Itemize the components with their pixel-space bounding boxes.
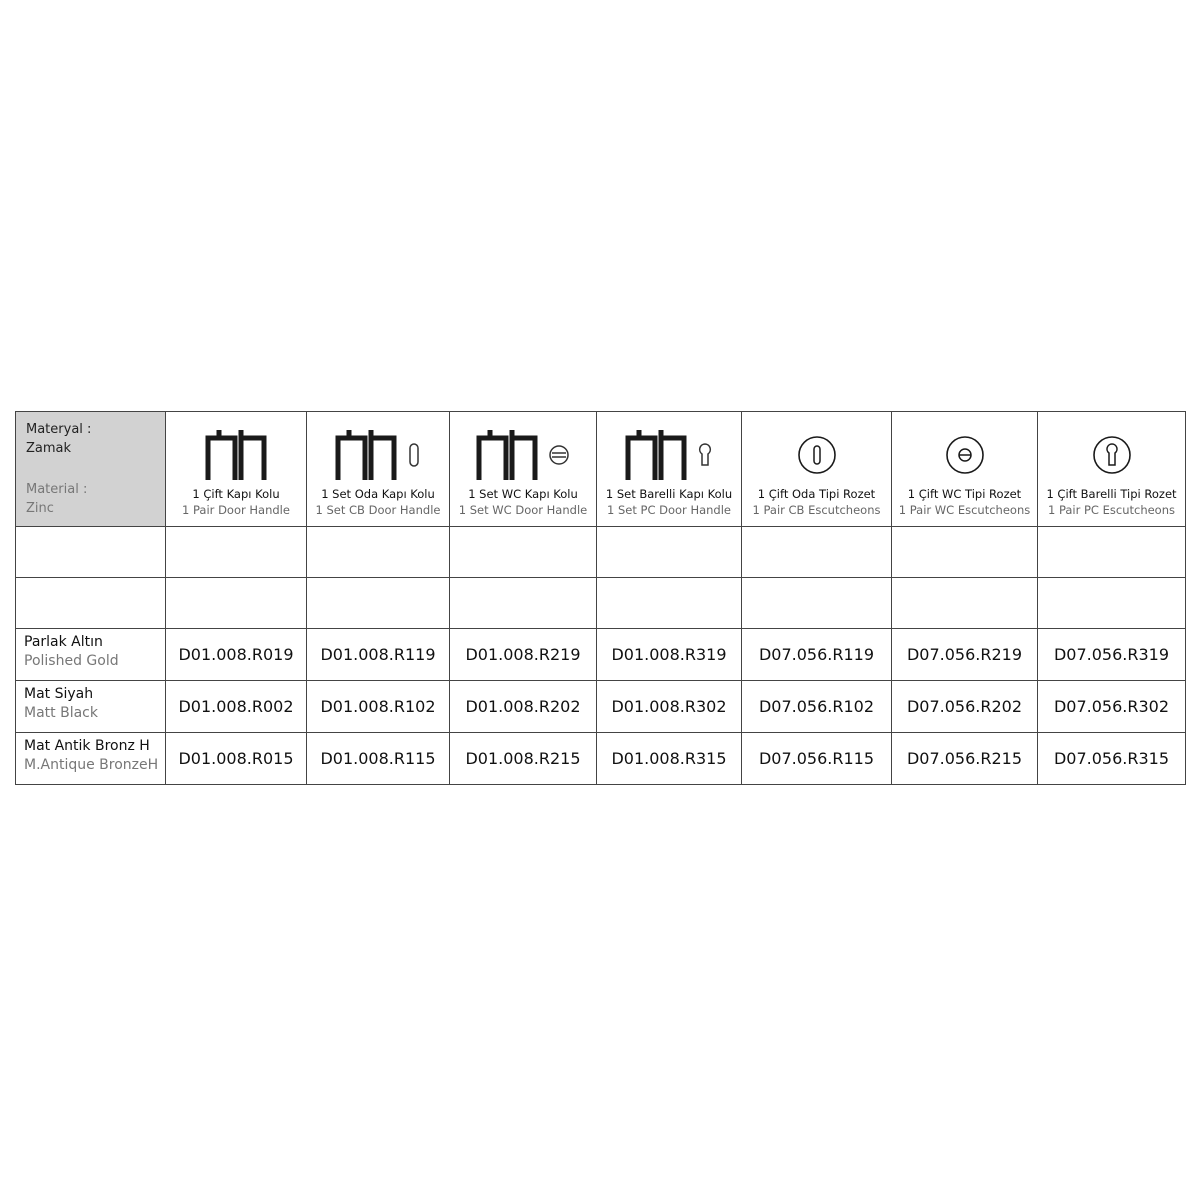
door-handle-pair-icon bbox=[205, 428, 267, 482]
product-code: D01.008.R319 bbox=[597, 629, 742, 681]
material-value-en: Zinc bbox=[26, 501, 54, 516]
product-code: D01.008.R015 bbox=[166, 733, 307, 785]
column-icons bbox=[166, 424, 306, 486]
empty-cell bbox=[307, 578, 450, 629]
column-icons bbox=[1038, 424, 1185, 486]
product-code: D07.056.R102 bbox=[742, 681, 892, 733]
material-label-tr: Materyal : bbox=[26, 422, 92, 437]
empty-cell bbox=[597, 527, 742, 578]
finish-row-polished-gold bbox=[16, 629, 1186, 681]
finish-name-tr: Parlak Altın bbox=[24, 634, 103, 650]
column-title-en: 1 Set PC Door Handle bbox=[607, 503, 731, 517]
column-title-tr: 1 Çift Kapı Kolu bbox=[192, 487, 280, 501]
column-title-en: 1 Pair PC Escutcheons bbox=[1047, 503, 1176, 517]
header-row bbox=[16, 412, 1186, 527]
empty-cell bbox=[1038, 578, 1186, 629]
column-icons bbox=[742, 424, 891, 486]
column-header bbox=[450, 412, 597, 527]
product-code: D01.008.R119 bbox=[307, 629, 450, 681]
finish-name-tr: Mat Antik Bronz H bbox=[24, 738, 150, 754]
column-title-en: 1 Pair WC Escutcheons bbox=[898, 503, 1031, 517]
empty-cell bbox=[597, 578, 742, 629]
product-code: D01.008.R002 bbox=[166, 681, 307, 733]
cb-key-slot-icon bbox=[407, 442, 421, 468]
column-header bbox=[892, 412, 1038, 527]
column-icons bbox=[450, 424, 596, 486]
door-handle-pair-icon bbox=[625, 428, 687, 482]
column-header bbox=[597, 412, 742, 527]
finish-name-cell bbox=[16, 629, 166, 681]
door-handle-pair-icon bbox=[335, 428, 397, 482]
pc-keyhole-icon bbox=[697, 442, 713, 468]
product-code: D01.008.R202 bbox=[450, 681, 597, 733]
empty-cell bbox=[742, 527, 892, 578]
column-title-en: 1 Pair CB Escutcheons bbox=[752, 503, 881, 517]
empty-cell bbox=[166, 527, 307, 578]
empty-cell bbox=[450, 578, 597, 629]
column-title-en: 1 Set WC Door Handle bbox=[458, 503, 588, 517]
product-code: D01.008.R215 bbox=[450, 733, 597, 785]
column-header bbox=[742, 412, 892, 527]
product-code: D01.008.R219 bbox=[450, 629, 597, 681]
column-title-en: 1 Pair Door Handle bbox=[182, 503, 290, 517]
product-code: D01.008.R115 bbox=[307, 733, 450, 785]
finish-name-en: Matt Black bbox=[24, 705, 98, 721]
empty-cell bbox=[450, 527, 597, 578]
column-header bbox=[307, 412, 450, 527]
column-title-tr: 1 Set Oda Kapı Kolu bbox=[321, 487, 435, 501]
empty-cell bbox=[742, 578, 892, 629]
finish-name-cell bbox=[16, 681, 166, 733]
product-code: D07.056.R119 bbox=[742, 629, 892, 681]
product-code: D07.056.R215 bbox=[892, 733, 1038, 785]
product-code: D07.056.R315 bbox=[1038, 733, 1186, 785]
column-title-tr: 1 Çift WC Tipi Rozet bbox=[907, 487, 1022, 501]
material-value-tr: Zamak bbox=[26, 441, 72, 456]
finish-name-en: M.Antique BronzeH bbox=[24, 757, 159, 773]
empty-cell bbox=[16, 578, 166, 629]
empty-cell bbox=[166, 578, 307, 629]
wc-turn-icon bbox=[548, 444, 570, 466]
empty-row bbox=[16, 578, 1186, 629]
column-title-tr: 1 Set WC Kapı Kolu bbox=[468, 487, 578, 501]
column-icons bbox=[597, 424, 741, 486]
product-code: D07.056.R319 bbox=[1038, 629, 1186, 681]
pc-escutcheon-icon bbox=[1092, 435, 1132, 475]
product-code-table bbox=[15, 411, 1186, 785]
finish-name-cell bbox=[16, 733, 166, 785]
column-title-tr: 1 Çift Barelli Tipi Rozet bbox=[1046, 487, 1177, 501]
finish-row-antique-bronze bbox=[16, 733, 1186, 785]
finish-name-tr: Mat Siyah bbox=[24, 686, 94, 702]
finish-row-matt-black bbox=[16, 681, 1186, 733]
cb-escutcheon-icon bbox=[797, 435, 837, 475]
empty-cell bbox=[16, 527, 166, 578]
empty-cell bbox=[1038, 527, 1186, 578]
wc-escutcheon-icon bbox=[945, 435, 985, 475]
empty-cell bbox=[892, 527, 1038, 578]
product-code: D01.008.R315 bbox=[597, 733, 742, 785]
column-header bbox=[166, 412, 307, 527]
product-code: D07.056.R219 bbox=[892, 629, 1038, 681]
door-handle-pair-icon bbox=[476, 428, 538, 482]
column-icons bbox=[892, 424, 1037, 486]
column-title-en: 1 Set CB Door Handle bbox=[315, 503, 441, 517]
empty-cell bbox=[892, 578, 1038, 629]
finish-name-en: Polished Gold bbox=[24, 653, 119, 669]
column-title-tr: 1 Set Barelli Kapı Kolu bbox=[605, 487, 733, 501]
empty-row bbox=[16, 527, 1186, 578]
column-icons bbox=[307, 424, 449, 486]
column-header bbox=[1038, 412, 1186, 527]
product-code: D01.008.R102 bbox=[307, 681, 450, 733]
material-cell bbox=[16, 412, 166, 527]
product-code: D07.056.R115 bbox=[742, 733, 892, 785]
material-label-en: Material : bbox=[26, 482, 88, 497]
product-code: D01.008.R019 bbox=[166, 629, 307, 681]
product-code: D07.056.R302 bbox=[1038, 681, 1186, 733]
product-code: D07.056.R202 bbox=[892, 681, 1038, 733]
empty-cell bbox=[307, 527, 450, 578]
column-title-tr: 1 Çift Oda Tipi Rozet bbox=[757, 487, 876, 501]
product-code: D01.008.R302 bbox=[597, 681, 742, 733]
